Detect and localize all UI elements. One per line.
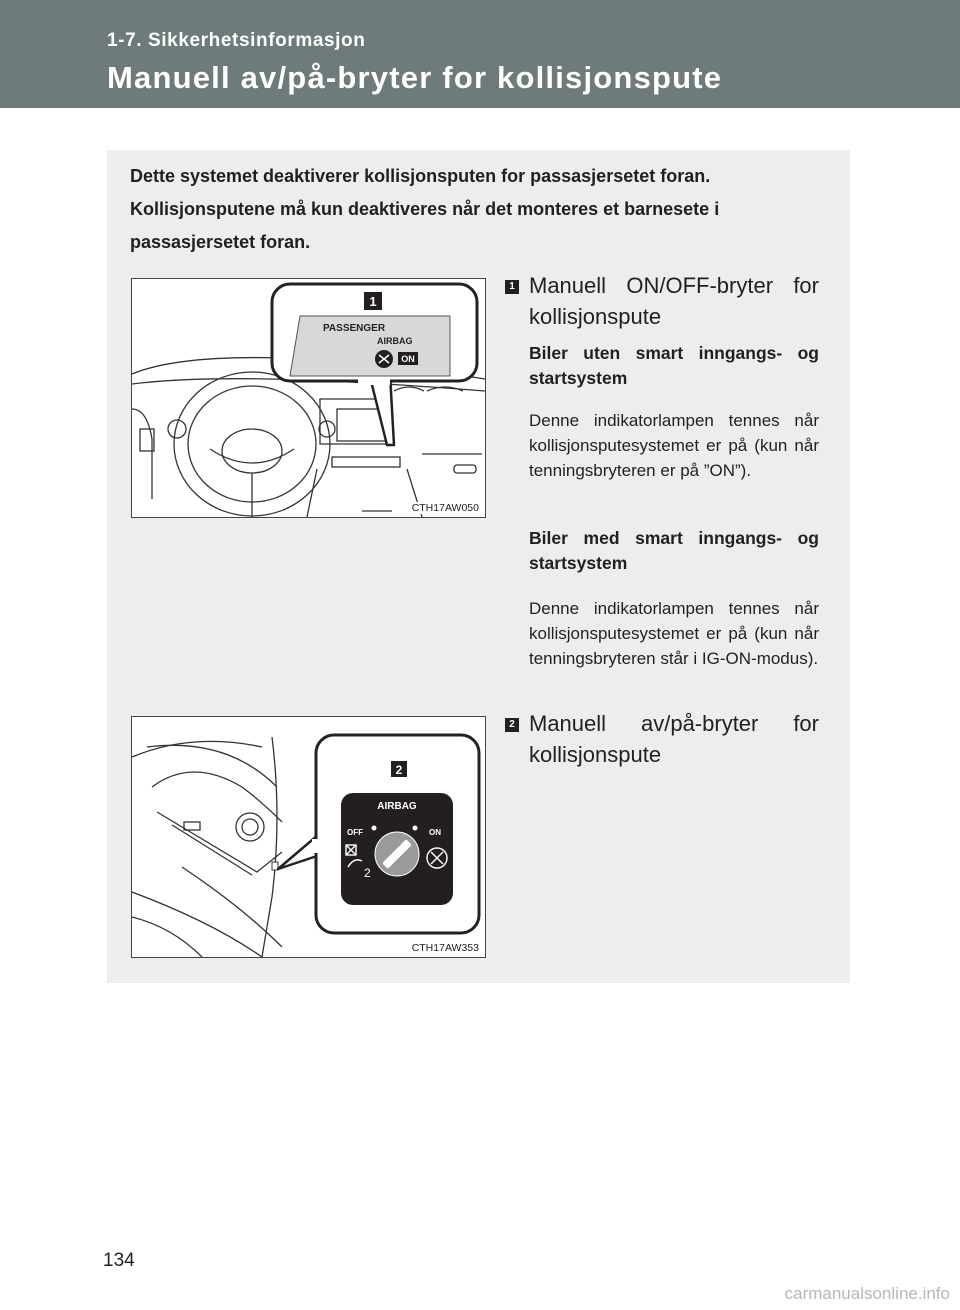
figure-airbag-switch [131,716,486,958]
body-with-smart-entry: Denne indikatorlampen tennes når kollisjonsputesystemet er på (kun når tenningsbryteren står i IG-ON-modus). [529,599,819,668]
page-number: 134 [103,1250,135,1271]
airbag-label: AIRBAG [377,336,413,346]
callout-marker-1-label: 1 [369,294,377,309]
switch-off-label: OFF [347,828,363,837]
intro-paragraph-1: Dette systemet deaktiverer kollisjonsputen for passasjersetet foran. [130,166,711,186]
item-marker-2: 2 [505,718,519,732]
passenger-label: PASSENGER [323,323,386,334]
switch-airbag-label: AIRBAG [377,801,417,812]
figure-dashboard-indicator [131,278,486,518]
airbag-switch-illustration [132,717,485,957]
page-title: Manuell av/på-bryter for kollisjonspute [107,60,723,95]
body-without-smart-entry: Denne indikatorlampen tennes når kollisjonsputesystemet er på (kun når tenningsbryteren er på ”ON”). [529,411,819,480]
subheading-with-smart-entry: Biler med smart inngangs- og startsystem [529,528,819,573]
watermark-link[interactable]: carmanualsonline.info [784,1284,950,1303]
item-title-2: Manuell av/på-bryter for kollisjonspute [529,711,819,767]
switch-on-label: ON [429,828,441,837]
dashboard-illustration [132,279,485,517]
intro-text [130,160,830,259]
subheading-without-smart-entry: Biler uten smart inngangs- og startsystem [529,343,819,388]
figure-code: CTH17AW353 [411,942,479,954]
intro-paragraph-2: Kollisjonsputene må kun deaktiveres når det monteres et barnesete i passasjersetet foran. [130,199,720,252]
on-indicator-label: ON [401,354,415,364]
seat-number-label: 2 [364,866,371,880]
section-title: 1-7. Sikkerhetsinformasjon [107,30,366,51]
figure-code: CTH17AW050 [411,502,479,514]
item-marker-1: 1 [505,280,519,294]
callout-marker-2-label: 2 [395,763,403,777]
page-header [0,0,960,108]
item-title-1: Manuell ON/OFF-bryter for kollisjonspute [529,273,819,329]
